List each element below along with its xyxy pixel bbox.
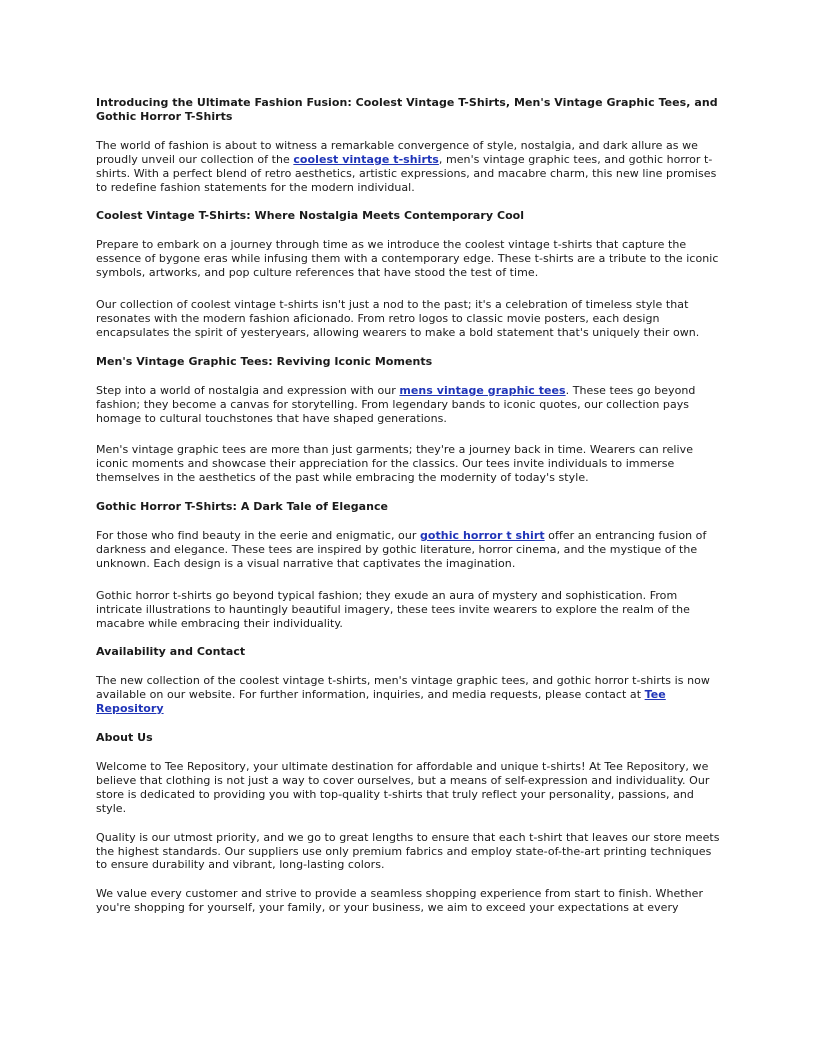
section-paragraph	[96, 384, 720, 426]
gothic-horror-tshirt-link[interactable]: gothic horror t shirt	[419, 529, 545, 543]
section-heading-coolest-vintage: Coolest Vintage T-Shirts: Where Nostalgia Meets Contemporary Cool	[96, 209, 525, 223]
intro-paragraph	[96, 139, 720, 195]
section-heading-mens-vintage: Men's Vintage Graphic Tees: Reviving Iconic Moments	[96, 354, 433, 368]
intro-text-after: , men's vintage graphic tees, and gothic horror t-shirts. With a perfect blend of retro aesthetics, artistic expressions, and macabre charm, this new line promises to redefine fashion statements for the modern individual.	[96, 152, 717, 194]
section-heading-about-us: About Us	[96, 731, 153, 745]
section-paragraph: We value every customer and strive to provide a seamless shopping experience from start to finish. Whether you're shopping for yourself, your family, or your business, we aim to exceed your expectations at every	[96, 887, 704, 915]
coolest-vintage-tshirts-link[interactable]: coolest vintage t-shirts	[293, 152, 439, 166]
section-paragraph	[96, 674, 720, 716]
section-heading-gothic-horror: Gothic Horror T-Shirts: A Dark Tale of Elegance	[96, 500, 389, 514]
section-heading-availability: Availability and Contact	[96, 645, 246, 659]
section-paragraph: Our collection of coolest vintage t-shirts isn't just a nod to the past; it's a celebration of timeless style that resonates with the modern fashion aficionado. From retro logos to classic movie posters, each design encapsulates the spirit of yesteryears, allowing wearers to make a bold statement that's uniquely their own.	[96, 298, 700, 339]
section-paragraph	[96, 529, 720, 571]
paragraph-text-before: Step into a world of nostalgia and expression with our	[96, 383, 400, 397]
page-title: Introducing the Ultimate Fashion Fusion: Coolest Vintage T-Shirts, Men's Vintage Graphic Tees, and Gothic Horror T-Shirts	[96, 96, 718, 123]
section-paragraph: Welcome to Tee Repository, your ultimate destination for affordable and unique t-shirts! At Tee Repository, we believe that clothing is not just a way to cover ourselves, but a means of self-expression and individuality. Our store is dedicated to providing you with top-quality t-shirts that truly reflect your personality, passions, and style.	[96, 760, 710, 815]
document-page	[96, 96, 720, 915]
paragraph-text-after: . These tees go beyond fashion; they become a canvas for storytelling. From legendary bands to iconic quotes, our collection pays homage to cultural touchstones that have shaped generations.	[96, 383, 696, 425]
intro-text-before: The world of fashion is about to witness a remarkable convergence of style, nostalgia, and dark allure as we proudly unveil our collection of the	[96, 138, 698, 166]
paragraph-text-before: For those who find beauty in the eerie and enigmatic, our	[96, 529, 420, 543]
section-paragraph: Prepare to embark on a journey through time as we introduce the coolest vintage t-shirts that capture the essence of bygone eras while infusing them with a contemporary edge. These t-shirts are a tribute to the iconic symbols, artworks, and pop culture references that have stood the test of time.	[96, 238, 719, 280]
section-paragraph: Men's vintage graphic tees are more than just garments; they're a journey back in time. Wearers can relive iconic moments and showcase their appreciation for the classics. Our tees invite individuals to immerse themselves in the aesthetics of the past while embracing the modernity of today's style.	[96, 443, 694, 485]
paragraph-text-after: offer an entrancing fusion of darkness and elegance. These tees are inspired by gothic literature, horror cinema, and the mystique of the unknown. Each design is a visual narrative that captivates the imagination.	[96, 529, 707, 570]
tee-repository-link[interactable]: Tee Repository	[96, 688, 666, 716]
mens-vintage-graphic-tees-link[interactable]: mens vintage graphic tees	[399, 383, 566, 397]
section-paragraph: Quality is our utmost priority, and we go to great lengths to ensure that each t-shirt that leaves our store meets the highest standards. Our suppliers use only premium fabrics and employ state-of-the-art printing techniques to ensure durability and vibrant, long-lasting colors.	[96, 830, 720, 872]
paragraph-text-before: The new collection of the coolest vintage t-shirts, men's vintage graphic tees, and gothic horror t-shirts is now available on our website. For further information, inquiries, and media requests, please contact at	[96, 674, 710, 702]
section-paragraph: Gothic horror t-shirts go beyond typical fashion; they exude an aura of mystery and sophistication. From intricate illustrations to hauntingly beautiful imagery, these tees invite wearers to explore the realm of the macabre while embracing their individuality.	[96, 588, 690, 630]
